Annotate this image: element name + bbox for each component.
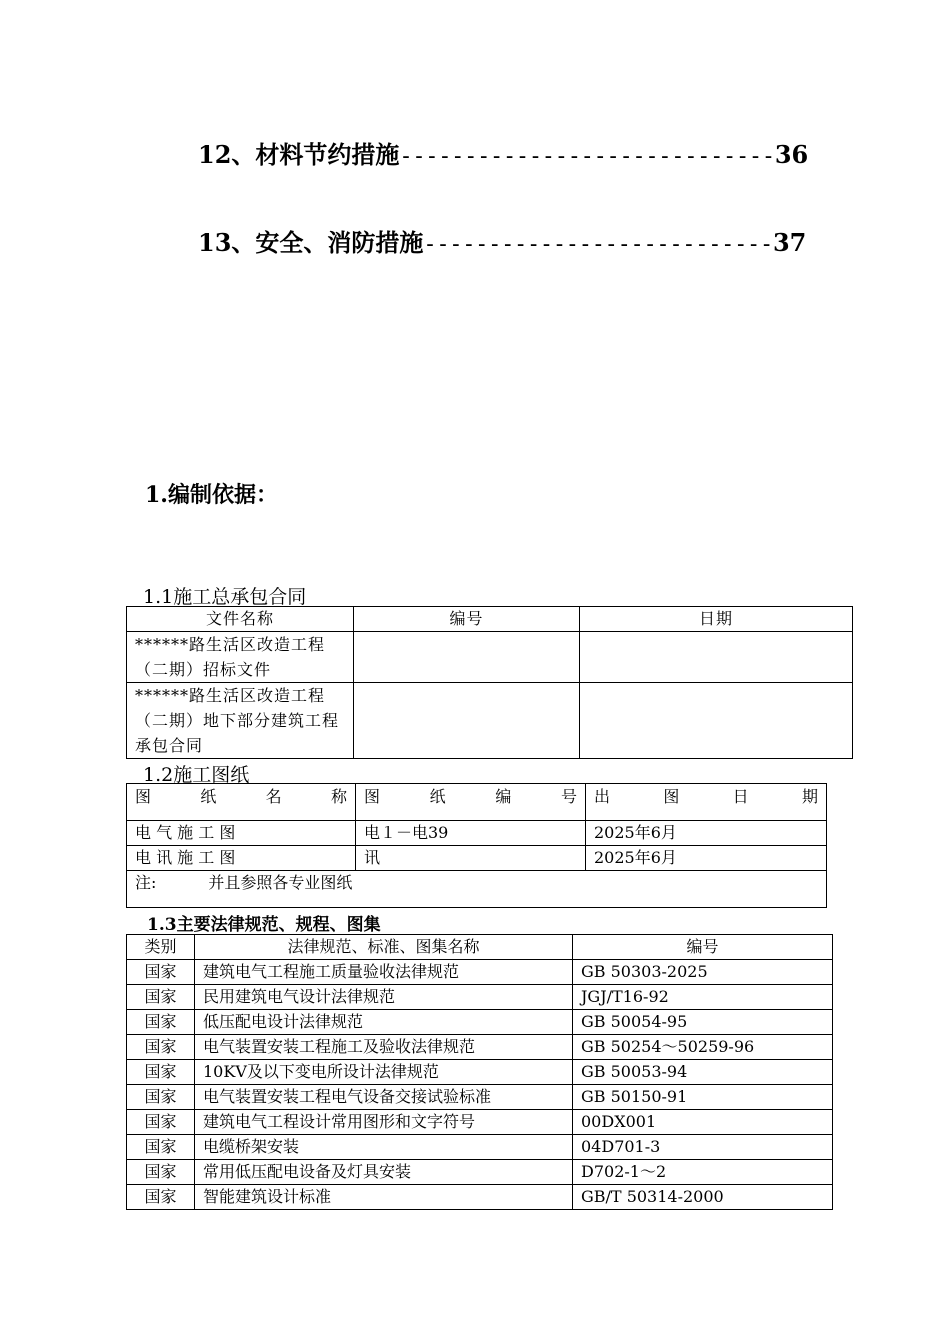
table-row — [127, 1110, 833, 1135]
column-header: 编号 — [573, 935, 833, 960]
document-name-cell: ******路生活区改造工程（二期）招标文件 — [127, 632, 354, 683]
document-date-cell — [580, 683, 853, 759]
table-row — [127, 960, 833, 985]
standard-code-cell: 04D701-3 — [573, 1135, 833, 1160]
document-number-cell — [354, 632, 580, 683]
standard-code-cell: 00DX001 — [573, 1110, 833, 1135]
toc-label: 12、材料节约措施 — [198, 140, 400, 169]
standard-name-cell: 智能建筑设计标准 — [195, 1185, 573, 1210]
section-title: 1.编制依据： — [145, 482, 278, 508]
table-header-row — [127, 607, 853, 632]
drawing-number-cell: 讯 — [356, 846, 586, 871]
column-header — [586, 784, 827, 821]
column-header: 日期 — [580, 607, 853, 632]
standard-name-cell: 电气装置安装工程电气设备交接试验标准 — [195, 1085, 573, 1110]
header-char: 名 — [265, 787, 282, 806]
toc-leader: ----------------------------- — [399, 144, 775, 169]
standard-code-cell: GB 50053-94 — [573, 1060, 833, 1085]
table-row — [127, 1035, 833, 1060]
table-row — [127, 1160, 833, 1185]
column-header — [356, 784, 586, 821]
standard-name-cell: 低压配电设计法律规范 — [195, 1010, 573, 1035]
toc-leader: --------------------------- — [423, 232, 773, 257]
category-cell: 国家 — [127, 1135, 195, 1160]
standard-name-cell: 民用建筑电气设计法律规范 — [195, 985, 573, 1010]
table-row — [127, 821, 827, 846]
category-cell: 国家 — [127, 1185, 195, 1210]
header-char: 号 — [560, 787, 577, 806]
category-cell: 国家 — [127, 1035, 195, 1060]
drawing-date-cell: 2025年6月 — [586, 821, 827, 846]
standard-name-cell: 10KV及以下变电所设计法律规范 — [195, 1060, 573, 1085]
document-number-cell — [354, 683, 580, 759]
drawing-number-cell: 电１－电39 — [356, 821, 586, 846]
header-char: 图 — [364, 787, 381, 806]
category-cell: 国家 — [127, 1110, 195, 1135]
category-cell: 国家 — [127, 1060, 195, 1085]
standard-code-cell: JGJ/T16-92 — [573, 985, 833, 1010]
table-row — [127, 683, 853, 759]
column-header: 编号 — [354, 607, 580, 632]
standard-name-cell: 电缆桥架安装 — [195, 1135, 573, 1160]
document-date-cell — [580, 632, 853, 683]
table-row — [127, 1010, 833, 1035]
column-header: 类别 — [127, 935, 195, 960]
header-char: 图 — [663, 787, 680, 806]
drawings-heading: 1.2施工图纸 — [143, 764, 250, 786]
standards-table — [126, 934, 833, 1210]
table-row — [127, 985, 833, 1010]
document-name-cell: ******路生活区改造工程（二期）地下部分建筑工程承包合同 — [127, 683, 354, 759]
note-row — [127, 871, 827, 908]
header-char: 图 — [135, 787, 152, 806]
note-text: 并且参照各专业图纸 — [208, 873, 353, 892]
note-label: 注: — [135, 873, 157, 892]
contract-table — [126, 606, 853, 759]
table-row — [127, 1085, 833, 1110]
drawing-name-cell: 电 讯 施 工 图 — [127, 846, 356, 871]
category-cell: 国家 — [127, 1010, 195, 1035]
toc-label: 13、安全、消防措施 — [198, 228, 424, 257]
standard-name-cell: 建筑电气工程设计常用图形和文字符号 — [195, 1110, 573, 1135]
standard-code-cell: D702-1～2 — [573, 1160, 833, 1185]
header-char: 纸 — [429, 787, 446, 806]
header-char: 期 — [801, 787, 818, 806]
drawings-table — [126, 783, 827, 908]
header-char: 纸 — [200, 787, 217, 806]
table-row — [127, 1135, 833, 1160]
standard-name-cell: 常用低压配电设备及灯具安装 — [195, 1160, 573, 1185]
standard-code-cell: GB 50254～50259-96 — [573, 1035, 833, 1060]
contract-heading: 1.1施工总承包合同 — [143, 586, 307, 608]
column-header — [127, 784, 356, 821]
table-row — [127, 846, 827, 871]
drawing-name-cell: 电 气 施 工 图 — [127, 821, 356, 846]
category-cell: 国家 — [127, 960, 195, 985]
standard-code-cell: GB 50150-91 — [573, 1085, 833, 1110]
toc-page: 37 — [772, 228, 807, 257]
standard-name-cell: 电气装置安装工程施工及验收法律规范 — [195, 1035, 573, 1060]
table-header-row — [127, 935, 833, 960]
standard-code-cell: GB 50054-95 — [573, 1010, 833, 1035]
standard-code-cell: GB/T 50314-2000 — [573, 1185, 833, 1210]
table-row — [127, 632, 853, 683]
table-row — [127, 1060, 833, 1085]
category-cell: 国家 — [127, 1085, 195, 1110]
toc-page: 36 — [774, 140, 809, 169]
category-cell: 国家 — [127, 1160, 195, 1185]
header-char: 出 — [594, 787, 611, 806]
header-char: 称 — [330, 787, 347, 806]
header-char: 日 — [732, 787, 749, 806]
header-char: 编 — [495, 787, 512, 806]
column-header: 法律规范、标准、图集名称 — [195, 935, 573, 960]
category-cell: 国家 — [127, 985, 195, 1010]
note-cell — [127, 871, 827, 908]
standards-heading: 1.3主要法律规范、规程、图集 — [147, 915, 381, 935]
toc-entry[interactable] — [198, 135, 808, 170]
standard-name-cell: 建筑电气工程施工质量验收法律规范 — [195, 960, 573, 985]
standard-code-cell: GB 50303-2025 — [573, 960, 833, 985]
column-header: 文件名称 — [127, 607, 354, 632]
toc-entry[interactable] — [198, 223, 806, 258]
table-header-row — [127, 784, 827, 821]
drawing-date-cell: 2025年6月 — [586, 846, 827, 871]
table-row — [127, 1185, 833, 1210]
